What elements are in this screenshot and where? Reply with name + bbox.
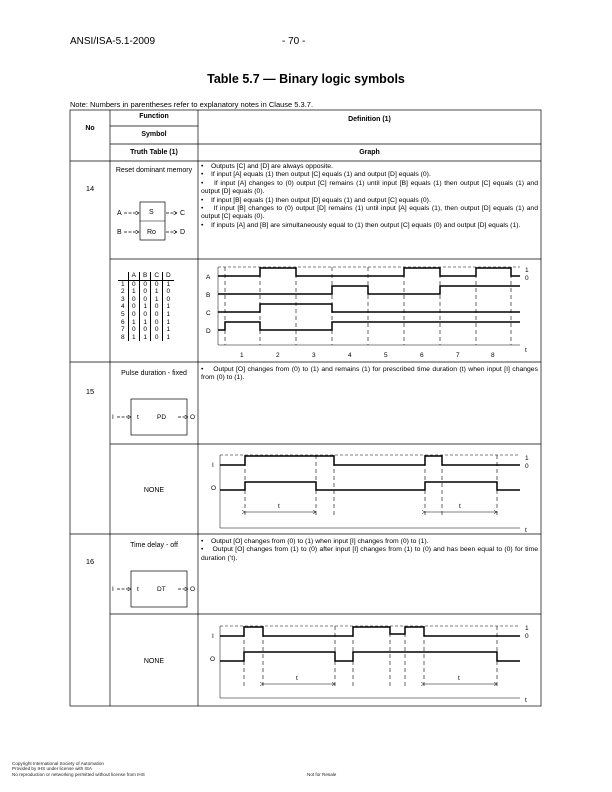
- footer-copyright: Copyright International Society of Automation Provided by IHS under license with ISA No reproduction or networking permitted without license from IHS: [12, 761, 145, 777]
- graph-level-high: 1: [525, 625, 529, 632]
- row-16-definition: [201, 538, 538, 563]
- footer-not-for-resale: Not for Resale: [307, 772, 337, 777]
- definition-item: • If inputs [A] and [B] are simultaneously equal to (1) then output [C] equals (0) and output [D] equals (1).: [201, 221, 521, 229]
- row-16-number: 16: [85, 557, 95, 566]
- graph-duration-label: t: [458, 675, 460, 682]
- graph-signal-a: A: [206, 274, 211, 281]
- symbol-output: O: [190, 586, 196, 593]
- truth-table-row: 8 1 1 0 1: [118, 334, 174, 342]
- graph-signal-b: B: [206, 292, 211, 299]
- symbol-code: DT: [157, 586, 166, 593]
- graph-signal-i: I: [212, 462, 214, 469]
- graph-signal-o: O: [210, 656, 216, 663]
- graph-signal-d: D: [206, 328, 211, 335]
- truth-table-row: 2 1 0 1 0: [118, 288, 174, 296]
- graph-level-high: 1: [525, 267, 529, 274]
- graph-time-label: 4: [348, 352, 352, 359]
- graph-time-label: 5: [384, 352, 388, 359]
- table-note: Note: Numbers in parentheses refer to explanatory notes in Clause 5.3.7.: [70, 100, 314, 109]
- truth-table-row: 6 1 1 0 1: [118, 319, 174, 327]
- symbol-output-d: D: [180, 229, 186, 236]
- symbol-output-c: C: [180, 210, 186, 217]
- graph-duration-label: t: [278, 503, 280, 510]
- truth-table-row: 1 0 0 0 1: [118, 280, 174, 288]
- graph-time-label: 1: [240, 352, 244, 359]
- definition-item: • Output [O] changes from (0) to (1) and remains (1) for prescribed time duration (t) when input [I] changes from (0) to (1).: [201, 366, 538, 382]
- definition-item: • If input [A] changes to (0) output [C] remains (1) until input [B] equals (1) then output [C] equals (1) and output [D] equals (0).: [201, 179, 538, 196]
- definition-item: • If input [B] equals (1) then output [D] equals (1) and output [C] equals (0).: [201, 196, 431, 204]
- symbol-time: t: [137, 414, 139, 421]
- symbol-set-label: S: [149, 209, 154, 216]
- col-header-truth-table: Truth Table (1): [130, 149, 178, 156]
- graph-time-label: 3: [312, 352, 316, 359]
- row-14-definition: [201, 163, 538, 230]
- truth-table-row: 3 0 0 1 0: [118, 296, 174, 304]
- row-15-timing-graph: [198, 444, 541, 534]
- row-16-symbol: [110, 567, 198, 612]
- truth-table-row: 7 0 0 0 1: [118, 326, 174, 334]
- row-15-truth-table: NONE: [143, 487, 165, 494]
- graph-time-axis: t: [525, 697, 527, 704]
- col-header-function: Function: [139, 113, 169, 120]
- graph-signal-o: O: [211, 485, 217, 492]
- row-14-number: 14: [85, 184, 95, 193]
- symbol-time: t: [137, 586, 139, 593]
- truth-table-row: 5 0 0 0 1: [118, 311, 174, 319]
- graph-duration-label: t: [459, 503, 461, 510]
- row-14-function: Reset dominant memory: [115, 167, 193, 174]
- graph-time-label: 7: [456, 352, 460, 359]
- graph-signal-i: I: [212, 633, 214, 640]
- row-14-truth-table: A B C D 1 0 0 0 1 2 1 0 1 0 3 0 0 1 0 4 0 1 0 1 5 0 0 0 1 6 1 1 0 1 7 0 0 0 1 8 1 1 0 1: [118, 272, 174, 341]
- table-title: Table 5.7 — Binary logic symbols: [207, 72, 405, 86]
- symbol-reset-label: Ro: [147, 229, 156, 236]
- row-16-function: Time delay - off: [130, 542, 178, 549]
- row-15-definition: [201, 366, 538, 383]
- col-header-symbol: Symbol: [141, 131, 167, 138]
- definition-item: • Outputs [C] and [D] are always opposite.: [201, 163, 333, 170]
- truth-table-row: 4 0 1 0 1: [118, 303, 174, 311]
- col-header-definition: Definition (1): [348, 116, 391, 123]
- graph-level-low: 0: [525, 275, 529, 282]
- symbol-input: I: [112, 414, 114, 421]
- symbol-input-b: B: [117, 229, 122, 236]
- symbol-input: I: [112, 586, 114, 593]
- graph-level-high: 1: [525, 455, 529, 462]
- graph-time-axis: t: [525, 347, 527, 354]
- symbol-code: PD: [157, 414, 167, 421]
- col-header-no: No: [85, 125, 95, 132]
- row-16-truth-table: NONE: [143, 658, 165, 665]
- graph-time-label: 8: [491, 352, 495, 359]
- page-number: - 70 -: [282, 36, 306, 47]
- definition-item: • Output [O] changes from (1) to (0) after input [I] changes from (1) to (0) and has been equal to (0) for time duration (’t).: [201, 546, 539, 562]
- graph-time-label: 6: [420, 352, 424, 359]
- row-15-function: Pulse duration - fixed: [121, 370, 187, 377]
- definition-item: • If input [A] equals (1) then output [C] equals (1) and output [D] equals (0).: [201, 171, 431, 179]
- definition-item: • If input [B] changes to (0) output [D] remains (1) until input [A] equals (1), then output [D] equals (1) and output [C] equals (0).: [201, 205, 538, 221]
- symbol-input-a: A: [117, 210, 122, 217]
- graph-time-axis: t: [525, 527, 527, 534]
- symbol-output: O: [190, 414, 196, 421]
- definition-item: • Output [O] changes from (0) to (1) when input [I] changes from (0) to (1).: [201, 538, 429, 545]
- row-14-symbol: [110, 190, 198, 250]
- graph-signal-c: C: [206, 310, 211, 317]
- row-16-timing-graph: [198, 614, 541, 706]
- row-15-number: 15: [85, 387, 95, 396]
- graph-duration-label: t: [296, 675, 298, 682]
- graph-time-label: 2: [276, 352, 280, 359]
- col-header-graph: Graph: [359, 149, 380, 156]
- document-id: ANSI/ISA-5.1-2009: [70, 36, 156, 47]
- graph-level-low: 0: [525, 463, 529, 470]
- row-14-timing-graph: [198, 259, 541, 362]
- graph-level-low: 0: [525, 633, 529, 640]
- row-15-symbol: [110, 395, 198, 440]
